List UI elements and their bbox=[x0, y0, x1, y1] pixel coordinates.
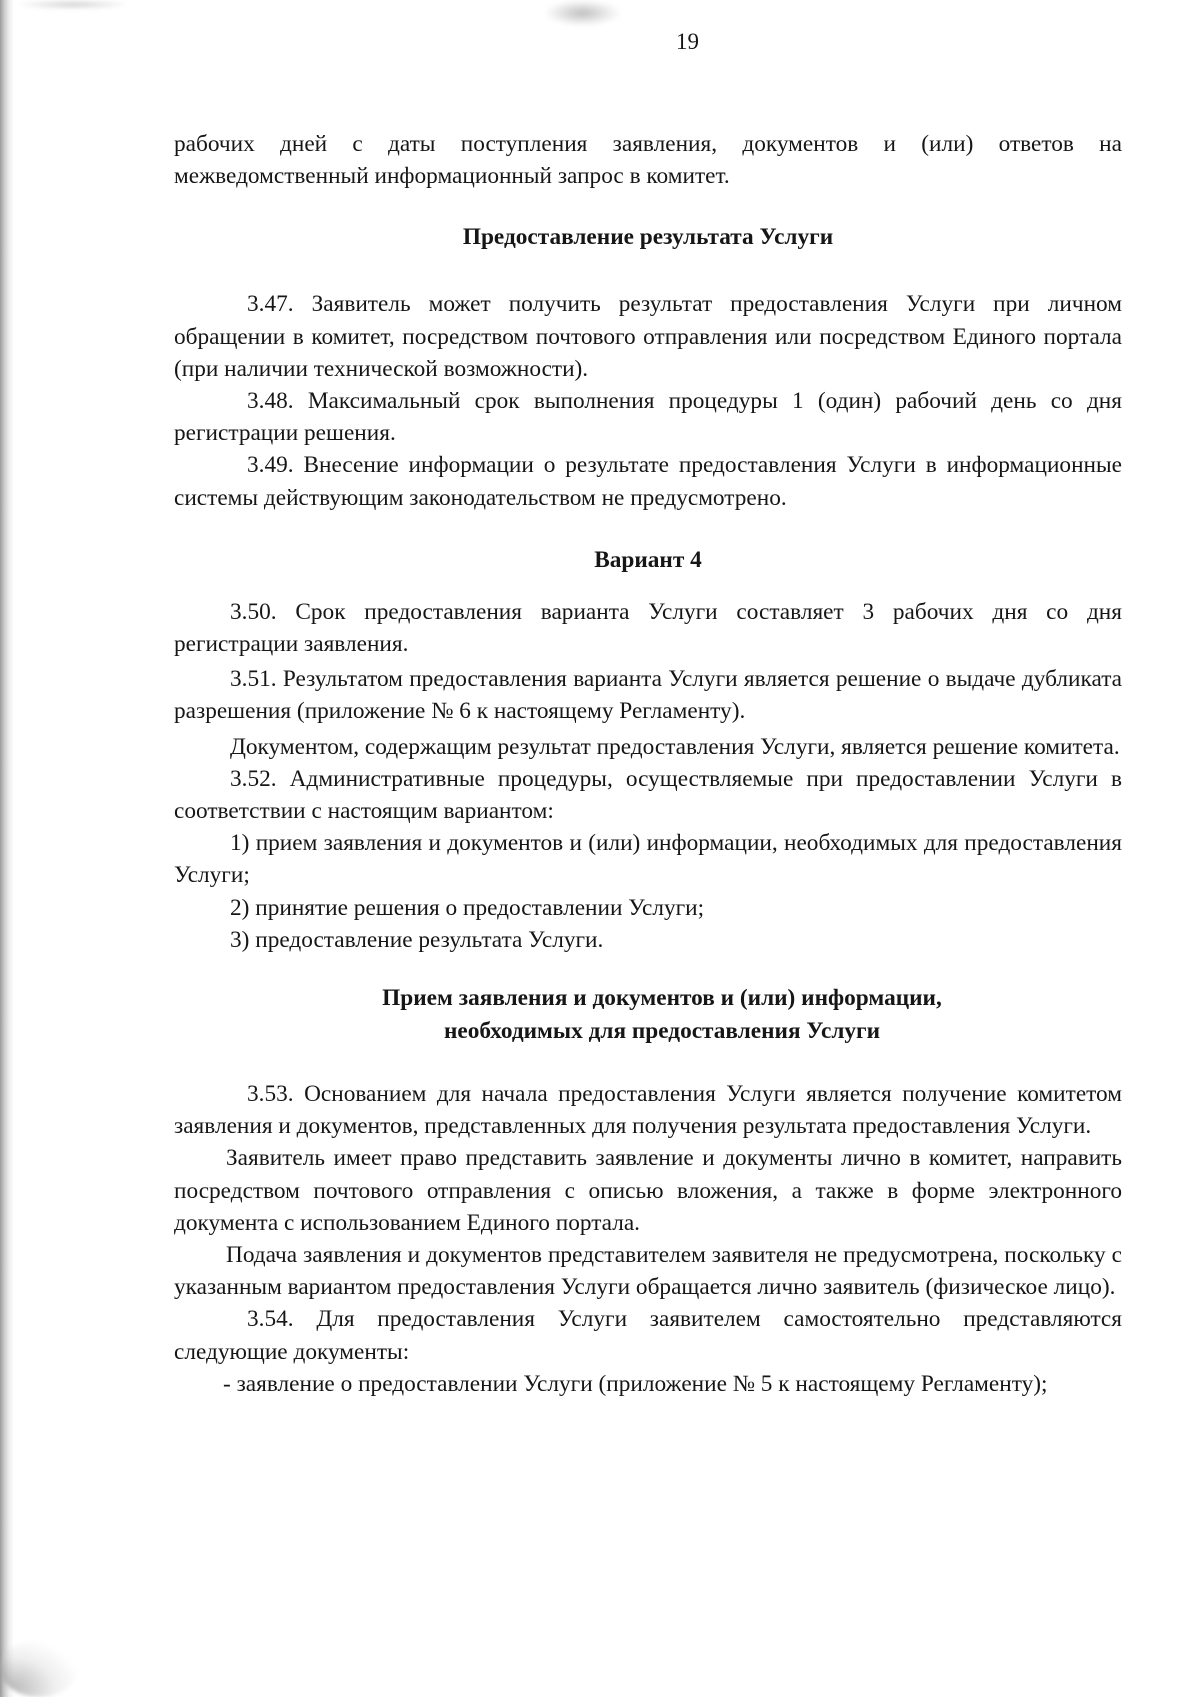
paragraph: 3.53. Основанием для начала предоставления Услуги является получение комитетом заявления и документов, представленных для получения результата предоставления Услуги. bbox=[174, 1081, 1122, 1140]
scan-smudge bbox=[0, 1640, 78, 1697]
paragraph: 3.54. Для предоставления Услуги заявителем самостоятельно представляются следующие документы: bbox=[174, 1306, 1122, 1365]
scan-edge-shadow bbox=[0, 0, 14, 1697]
section-heading bbox=[174, 982, 1122, 1048]
section-heading-line: необходимых для предоставления Услуги bbox=[443, 1018, 881, 1045]
paragraph: Заявитель имеет право представить заявление и документы лично в комитет, направить посредством почтового отправления с описью вложения, а также в форме электронного документа с использованием Единого портала. bbox=[174, 1145, 1122, 1236]
paragraph: 3.49. Внесение информации о результате предоставления Услуги в информационные системы действующим законодательством не предусмотрено. bbox=[174, 452, 1122, 511]
section-heading: Предоставление результата Услуги bbox=[462, 224, 834, 251]
paragraph: Документом, содержащим результат предоставления Услуги, является решение комитета. bbox=[230, 733, 1120, 760]
paragraph: 3.50. Срок предоставления варианта Услуги составляет 3 рабочих дня со дня регистрации заявления. bbox=[174, 598, 1122, 658]
paragraph: рабочих дней с даты поступления заявления, документов и (или) ответов на межведомственный информационный запрос в комитет. bbox=[174, 131, 1122, 190]
list-item: 2) принятие решения о предоставлении Услуги; bbox=[230, 894, 705, 921]
list-item: 3) предоставление результата Услуги. bbox=[230, 926, 604, 953]
paragraph: 3.47. Заявитель может получить результат предоставления Услуги при личном обращении в комитет, посредством почтового отправления или посредством Единого портала (при наличии технической возможности). bbox=[174, 291, 1122, 382]
scan-smudge bbox=[18, 0, 128, 9]
page-number: 19 bbox=[676, 29, 699, 54]
scan-smudge bbox=[545, 0, 620, 26]
paragraph: 3.52. Административные процедуры, осуществляемые при предоставлении Услуги в соответствии с настоящим вариантом: bbox=[174, 765, 1122, 825]
paragraph: 3.51. Результатом предоставления варианта Услуги является решение о выдаче дубликата разрешения (приложение № 6 к настоящему Регламенту). bbox=[174, 666, 1122, 725]
list-item: 1) прием заявления и документов и (или) информации, необходимых для предоставления Услуги; bbox=[174, 830, 1122, 889]
paragraph: Подача заявления и документов представителем заявителя не предусмотрена, поскольку с указанным вариантом предоставления Услуги обращается лично заявитель (физическое лицо). bbox=[174, 1242, 1122, 1301]
document-body bbox=[174, 128, 1122, 1400]
section-heading: Вариант 4 bbox=[594, 546, 702, 573]
paragraph: 3.48. Максимальный срок выполнения процедуры 1 (один) рабочий день со дня регистрации решения. bbox=[174, 388, 1122, 447]
list-item: - заявление о предоставлении Услуги (приложение № 5 к настоящему Регламенту); bbox=[223, 1370, 1048, 1397]
section-heading-line: Прием заявления и документов и (или) информации, bbox=[382, 985, 942, 1012]
